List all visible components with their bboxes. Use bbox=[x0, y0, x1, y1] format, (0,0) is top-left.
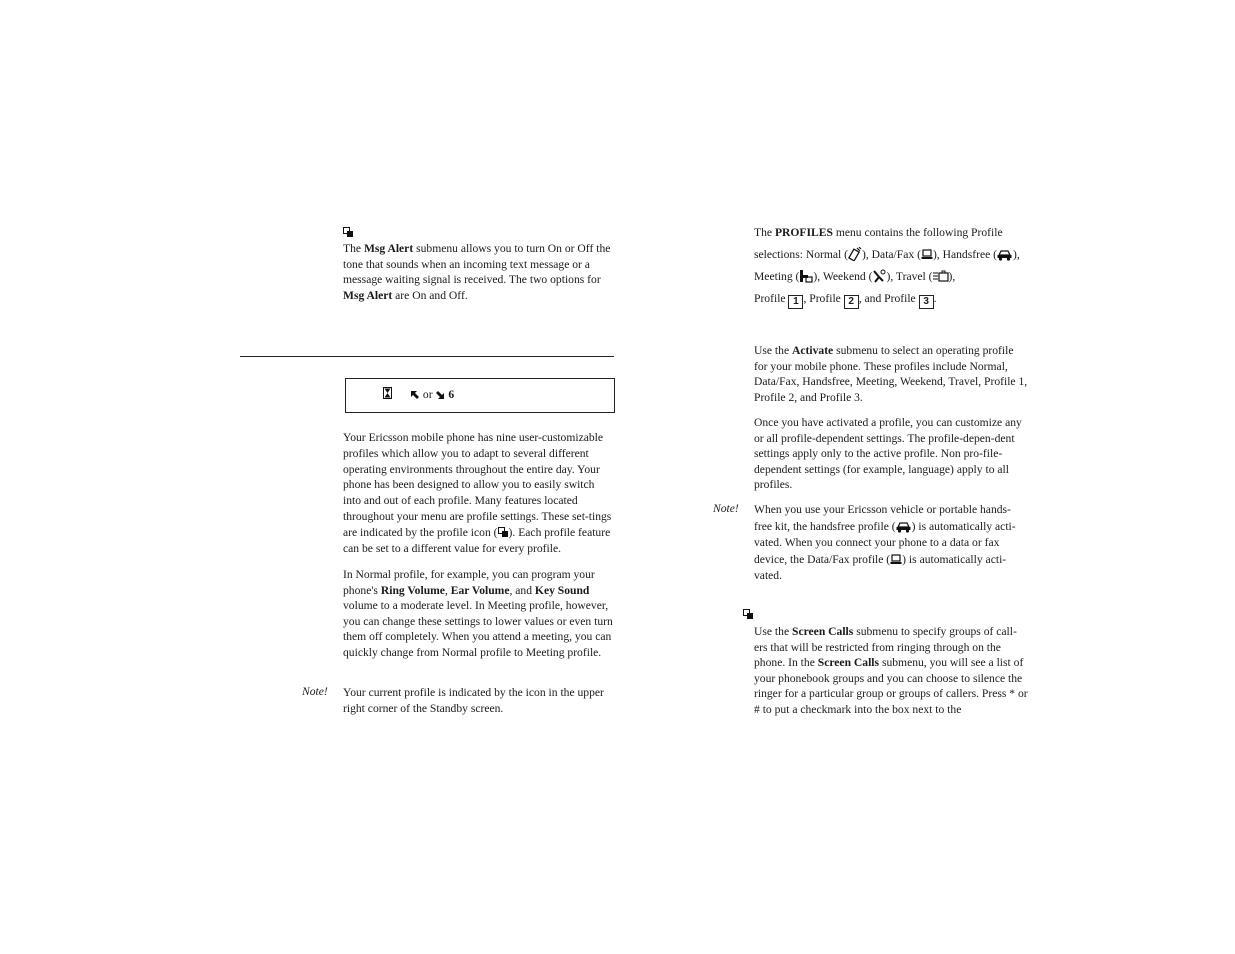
text: ), Data/Fax ( bbox=[862, 248, 921, 261]
profiles-intro-paragraph bbox=[343, 430, 615, 556]
shortcut-box bbox=[345, 378, 615, 413]
screen-calls-term: Screen Calls bbox=[792, 625, 854, 638]
handsfree-note-text bbox=[754, 502, 1028, 585]
phone-icon bbox=[848, 247, 862, 261]
profiles-list-paragraph bbox=[754, 222, 1029, 310]
text: In Normal profile, for example, you can program your phone's bbox=[343, 568, 595, 597]
text: The bbox=[343, 242, 364, 255]
text: submenu to select an operating profile for your mobile phone. These profiles include Normal, Data/Fax, Handsfree, Meeting, Weekend, Travel, Profile 1, Profile 2, and Profile 3. bbox=[754, 344, 1028, 404]
screen-calls-paragraph bbox=[754, 624, 1028, 718]
text: ), Meeting ( bbox=[754, 248, 1020, 283]
text: Your Ericsson mobile phone has nine user-customizable profiles which allow you to adapt to several different operating environments throughout the entire day. Your phone has been designed to allow you to easily switch into and out of each profile. Many features located throughout your menu are profile settings. These set-tings are indicated by the profile icon ( bbox=[343, 431, 612, 539]
text: submenu allows you to turn On or Off the tone that sounds when an incoming text message or a message waiting signal is received. The two options for bbox=[343, 242, 611, 287]
text: or bbox=[422, 388, 433, 401]
meeting-icon bbox=[799, 269, 813, 283]
note-text: Your current profile is indicated by the icon in the upper right corner of the Standby screen. bbox=[343, 686, 604, 715]
text: submenu to specify groups of call-ers that will be restricted from ringing through on the phone. In the bbox=[754, 625, 1017, 670]
note-label: Note! bbox=[713, 502, 739, 515]
profile-icon bbox=[743, 609, 754, 620]
text: , and Profile bbox=[858, 292, 919, 305]
laptop-icon bbox=[921, 249, 933, 260]
hourglass-icon bbox=[383, 387, 392, 399]
profile-icon bbox=[343, 227, 354, 238]
text: The bbox=[754, 226, 775, 239]
profile-2-icon: 2 bbox=[844, 295, 859, 309]
profile-3-icon: 3 bbox=[919, 295, 934, 309]
customize-paragraph: Once you have activated a profile, you can customize any or all profile-dependent settings. The profile-depen-dent settings apply only to the active profile. Non pro-file-dependent settings (for example, language) apply to all profiles. bbox=[754, 416, 1022, 492]
normal-profile-paragraph bbox=[343, 567, 615, 661]
text: Use the bbox=[754, 625, 792, 638]
laptop-icon bbox=[890, 554, 902, 565]
text: ), Handsfree ( bbox=[932, 248, 997, 261]
profile-1-icon: 1 bbox=[788, 295, 803, 309]
text: ), Weekend ( bbox=[813, 270, 873, 283]
ear-volume-term: Ear Volume bbox=[450, 583, 510, 597]
car-icon bbox=[896, 521, 912, 533]
profile-icon bbox=[498, 527, 509, 538]
shortcut-keys bbox=[410, 388, 454, 402]
text: Use the bbox=[754, 344, 792, 357]
arrow-down-right-icon bbox=[435, 390, 445, 400]
text: are On and Off. bbox=[392, 288, 468, 302]
text: When you use your Ericsson vehicle or portable hands-free kit, the handsfree profile ( bbox=[754, 503, 1011, 533]
note-label: Note! bbox=[302, 685, 328, 698]
text: ), Travel ( bbox=[886, 270, 933, 283]
msg-alert-term: Msg Alert bbox=[363, 242, 414, 255]
activate-term: Activate bbox=[792, 344, 834, 357]
text: , bbox=[444, 583, 451, 597]
profiles-term: PROFILES bbox=[774, 226, 833, 239]
msg-alert-paragraph bbox=[343, 241, 618, 303]
text: menu contains the following Profile selections: Normal ( bbox=[754, 226, 1003, 261]
arrow-up-left-icon bbox=[410, 390, 420, 400]
key-sound-term: Key Sound bbox=[534, 583, 590, 597]
activate-paragraph bbox=[754, 343, 1028, 405]
text: submenu, you will see a list of your phonebook groups and you can choose to silence the ringer for a particular group or groups of callers. Press * or # to put a checkmark into the box next to the bbox=[754, 656, 1028, 716]
key-6: 6 bbox=[448, 388, 455, 401]
text: volume to a moderate level. In Meeting profile, however, you can change these settings to lower values or even turn them off completely. When you attend a meeting, you can quickly change from Normal profile to Meeting profile. bbox=[343, 599, 613, 659]
text: . bbox=[933, 292, 937, 305]
weekend-icon bbox=[872, 269, 886, 283]
car-icon bbox=[997, 249, 1013, 261]
screen-calls-term: Screen Calls bbox=[817, 656, 880, 670]
ring-volume-term: Ring Volume bbox=[380, 583, 445, 597]
msg-alert-term: Msg Alert bbox=[343, 288, 393, 302]
text: ). Each profile feature can be set to a different value for every profile. bbox=[343, 525, 611, 555]
travel-icon bbox=[933, 270, 949, 282]
text: , Profile bbox=[803, 292, 844, 305]
text: ) is automatically acti-vated. When you connect your phone to a data or fax device, the Data/Fax profile ( bbox=[754, 519, 1016, 566]
section-divider bbox=[240, 356, 614, 357]
text: ) is automatically acti-vated. bbox=[754, 552, 1007, 583]
text: ), bbox=[948, 270, 956, 283]
text: , and bbox=[509, 583, 535, 597]
text: Profile bbox=[754, 292, 789, 305]
